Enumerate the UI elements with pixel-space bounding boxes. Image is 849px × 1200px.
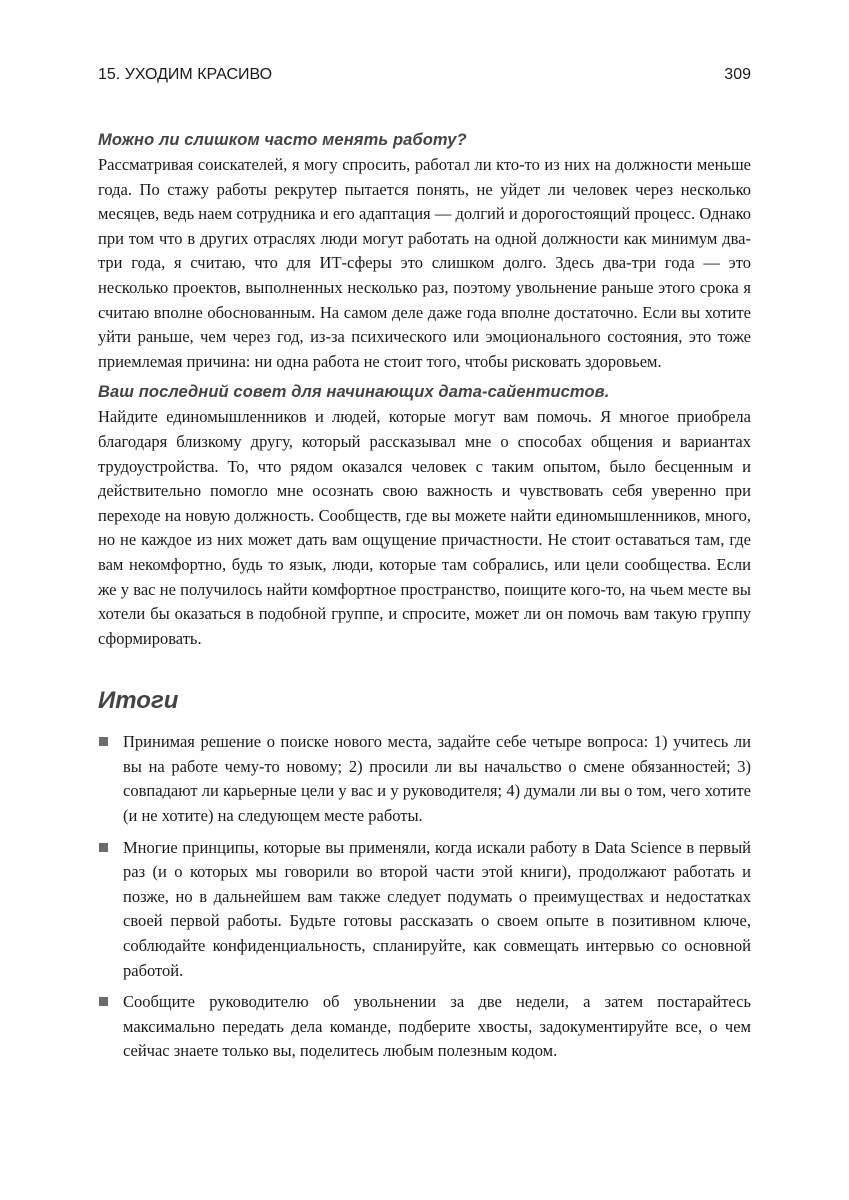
list-item — [98, 730, 751, 828]
square-bullet-icon — [99, 737, 108, 746]
qa-section — [98, 380, 751, 651]
square-bullet-icon — [99, 997, 108, 1006]
page-number: 309 — [724, 66, 751, 83]
answer-paragraph: Рассматривая соискателей, я могу спросить, работал ли кто-то из них на должности меньше года. По стажу работы рекрутер пытается понять, не уйдет ли человек через несколько месяцев, ведь наем сотрудника и его адаптация — долгий и дорогостоящий процесс. Однако при том что в других отраслях люди могут работать на одной должности как минимум два-три года, я считаю, что для ИТ-сферы это слишком долго. Здесь два-три года — это несколько проектов, выполненных несколько раз, поэтому увольнение раньше этого срока я считаю вполне обоснованным. На самом деле даже года вполне достаточно. Если вы хотите уйти раньше, чем через год, из-за психического или эмоционального состояния, это тоже приемлемая причина: ни одна работа не стоит того, чтобы рисковать здоровьем. — [98, 155, 751, 371]
running-header — [98, 66, 751, 90]
qa-section — [98, 128, 751, 374]
summary-list — [98, 730, 751, 1064]
page-content — [98, 128, 751, 1071]
list-item-text: Принимая решение о поиске нового места, задайте себе четыре вопроса: 1) учитесь ли вы на работе чему-то новому; 2) просили ли вы начальство о смене обязанностей; 3) совпадают ли карьерные цели у вас и у руководителя; 4) думали ли вы о том, чего хотите (и не хотите) на следующем месте работы. — [123, 732, 751, 826]
list-item — [98, 990, 751, 1064]
square-bullet-icon — [99, 843, 108, 852]
question-heading: Ваш последний совет для начинающих дата-сайентистов. — [98, 383, 610, 402]
list-item — [98, 836, 751, 984]
summary-heading: Итоги — [98, 687, 179, 715]
list-item-text: Многие принципы, которые вы применяли, когда искали работу в Data Science в первый раз (и о которых мы говорили во второй части этой книги), продолжают работать и позже, но в дальнейшем вам также следует подумать о преимуществах и недостатках своей первой работы. Будьте готовы рассказать о своем опыте в позитивном ключе, соблюдайте конфиденциальность, спланируйте, как совмещать интервью со основной работой. — [123, 837, 751, 980]
answer-paragraph: Найдите единомышленников и людей, которые могут вам помочь. Я многое приобрела благодаря близкому другу, который рассказывал мне о способах общения и вариантах трудоустройства. То, что рядом оказался человек с таким опытом, было бесценным и действительно помогло мне осознать свою важность и чувствовать себя уверенно при переходе на новую должность. Сообществ, где вы можете найти единомышленников, много, но не каждое из них может дать вам ощущение причастности. Не стоит оставаться там, где вам некомфортно, будь то язык, люди, которые там собрались, или цели сообщества. Если же у вас не получилось найти комфортное пространство, поищите кого-то, на чьем месте вы хотели бы оказаться в подобной группе, и спросите, может ли он помочь вам такую группу сформировать. — [98, 407, 751, 648]
chapter-title: 15. УХОДИМ КРАСИВО — [98, 66, 273, 83]
list-item-text: Сообщите руководителю об увольнении за две недели, а затем постарайтесь максимально передать дела команде, подберите хвосты, задокументируйте все, о чем сейчас знаете только вы, поделитесь любым полезным кодом. — [123, 992, 751, 1061]
question-heading: Можно ли слишком часто менять работу? — [98, 131, 467, 149]
